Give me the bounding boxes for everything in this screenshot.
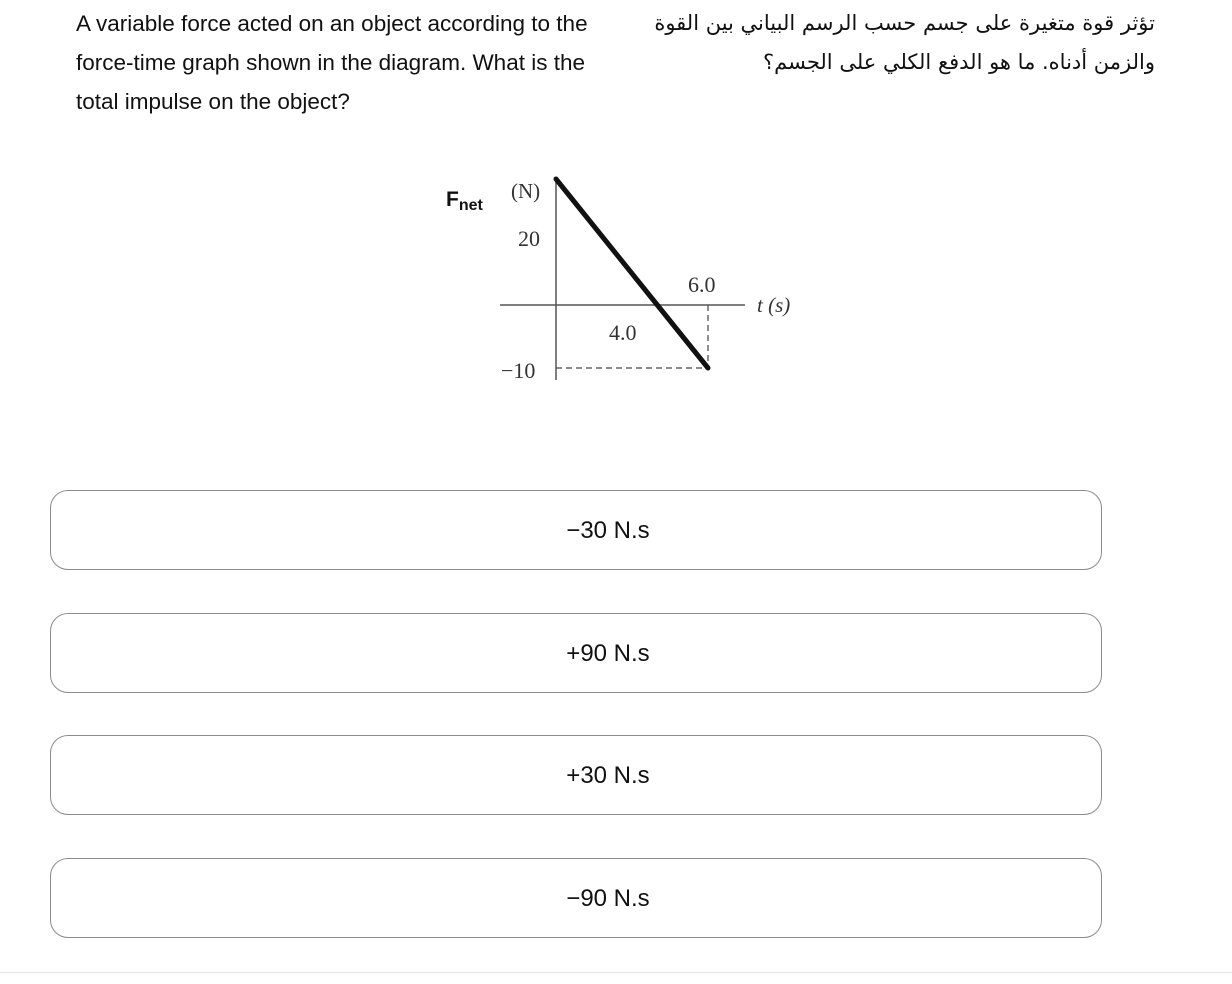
answer-option-label: −90 N.s bbox=[566, 885, 650, 912]
y-axis-symbol: Fnet bbox=[446, 188, 483, 214]
x-tick-end: 6.0 bbox=[688, 272, 716, 297]
answer-option-label: −30 N.s bbox=[566, 517, 650, 544]
question-text-arabic: تؤثر قوة متغيرة على جسم حسب الرسم البياني بين القوة والزمن أدناه. ما هو الدفع الكلي على الجسم؟ bbox=[654, 11, 1155, 74]
answer-option-2[interactable] bbox=[50, 613, 1102, 693]
answer-option-label: +30 N.s bbox=[566, 762, 650, 789]
answer-option-3[interactable] bbox=[50, 735, 1102, 815]
y-axis-unit: (N) bbox=[511, 179, 541, 203]
answer-option-label: +90 N.s bbox=[566, 640, 650, 667]
y-tick-top: 20 bbox=[518, 226, 540, 251]
y-tick-bottom: −10 bbox=[501, 358, 536, 383]
x-tick-zero-cross: 4.0 bbox=[609, 320, 637, 345]
bottom-divider bbox=[0, 972, 1232, 973]
x-axis-label: t (s) bbox=[757, 293, 791, 317]
answer-option-1[interactable] bbox=[50, 490, 1102, 570]
answer-option-4[interactable] bbox=[50, 858, 1102, 938]
question-text-english: A variable force acted on an object according to the force-time graph shown in the diagram. What is the total impulse on the object? bbox=[76, 11, 588, 114]
